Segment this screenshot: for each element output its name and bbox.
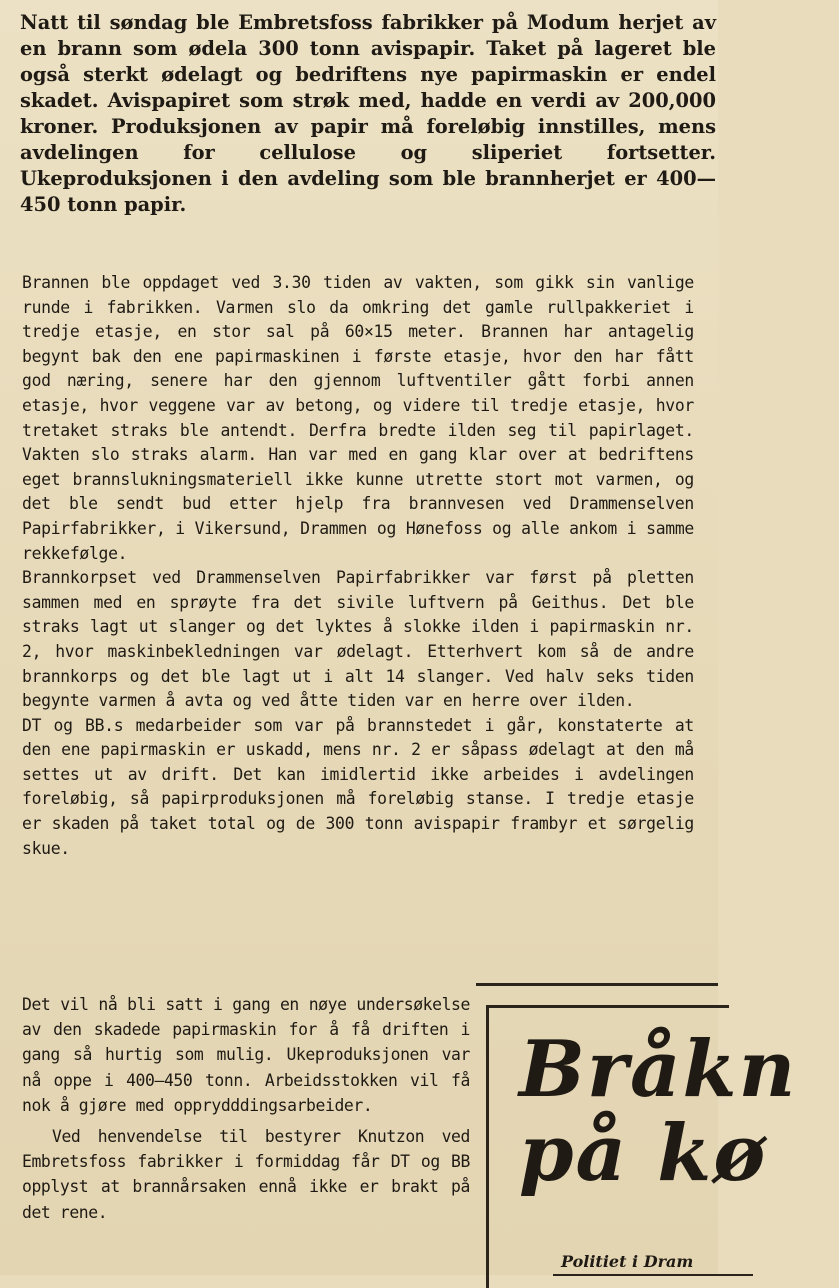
byline-rule xyxy=(553,1274,753,1276)
article-lead: Natt til søndag ble Embretsfoss fabrikker på Modum herjet av en brann som ødela 300 tonn avispapir. Taket på lageret ble også sterkt ødelagt og bedriftens nye papirmaskin er endel skadet. Avispapiret som strøk med, hadde en verdi av 200,000 kroner. Produksjonen av papir må foreløbig innstilles, mens avdelingen for cellulose og sliperiet fortsetter. Ukeproduksjonen i den avdeling som ble brannherjet er 400—450 tonn papir. xyxy=(20,11,716,216)
column-divider xyxy=(476,983,718,986)
article-paragraph: Brannkorpset ved Drammenselven Papirfabrikker var først på pletten sammen med en sprøyte fra det sivile luftvern på Geithus. Det ble straks lagt ut slanger og det lyktes å slokke ilden i papirmaskin nr. 2, hvor maskinbekledningen var ødelagt. Etterhvert kom så de andre brannkorps og det ble lagt ut i alt 14 slanger. Ved halv seks tiden begynte varmen å avta og ved åtte tiden var en herre over ilden. xyxy=(22,568,694,711)
article-paragraph: Brannen ble oppdaget ved 3.30 tiden av vakten, som gikk sin vanlige runde i fabrikken. Varmen slo da omkring det gamle rullpakkeriet i tredje etasje, en stor sal på 60×15 meter. Brannen har antagelig begynt bak den ene papirmaskinen i første etasje, hvor den har fått god næring, senere har den gjennom luftventiler gått forbi annen etasje, hvor veggene var av betong, og videre til tredje etasje, hvor tretaket straks ble antendt. Derfra bredte ilden seg til papirlaget. Vakten slo straks alarm. Han var med en gang klar over at bedriftens eget brannslukningsmateriell ikke kunne utrette stort mot varmen, og det ble sendt bud etter hjelp fra brannvesen ved Drammenselven Papirfabrikker, i Vikersund, Drammen og Hønefoss og alle ankom i samme rekkefølge. xyxy=(22,273,694,563)
adjacent-byline: Politiet i Dram xyxy=(561,1252,694,1271)
article-body xyxy=(22,271,694,861)
article-body-narrow xyxy=(22,992,470,1225)
article-paragraph: DT og BB.s medarbeider som var på brannstedet i går, konstaterte at den ene papirmaskin er uskadd, mens nr. 2 er såpass ødelagt at den må settes ut av drift. Det kan imidlertid ikke arbeides i avdelingen foreløbig, så papirproduksjonen må foreløbig stanse. I tredje etasje er skaden på taket total og de 300 tonn avispapir frambyr et sørgelig skue. xyxy=(22,715,694,858)
article-paragraph: Det vil nå bli satt i gang en nøye undersøkelse av den skadede papirmaskin for å få driften i gang så hurtig som mulig. Ukeproduksjonen var nå oppe i 400—450 tonn. Arbeidsstokken vil få nok å gjøre med opprydddingsarbeider. xyxy=(22,995,470,1115)
adjacent-headline: Bråkn på kø xyxy=(519,1024,798,1199)
adjacent-article xyxy=(486,1005,798,1288)
article-paragraph: Ved henvendelse til bestyrer Knutzon ved Embretsfoss fabrikker i formiddag får DT og BB opplyst at brannårsaken ennå ikke er brakt på det rene. xyxy=(22,1127,470,1222)
